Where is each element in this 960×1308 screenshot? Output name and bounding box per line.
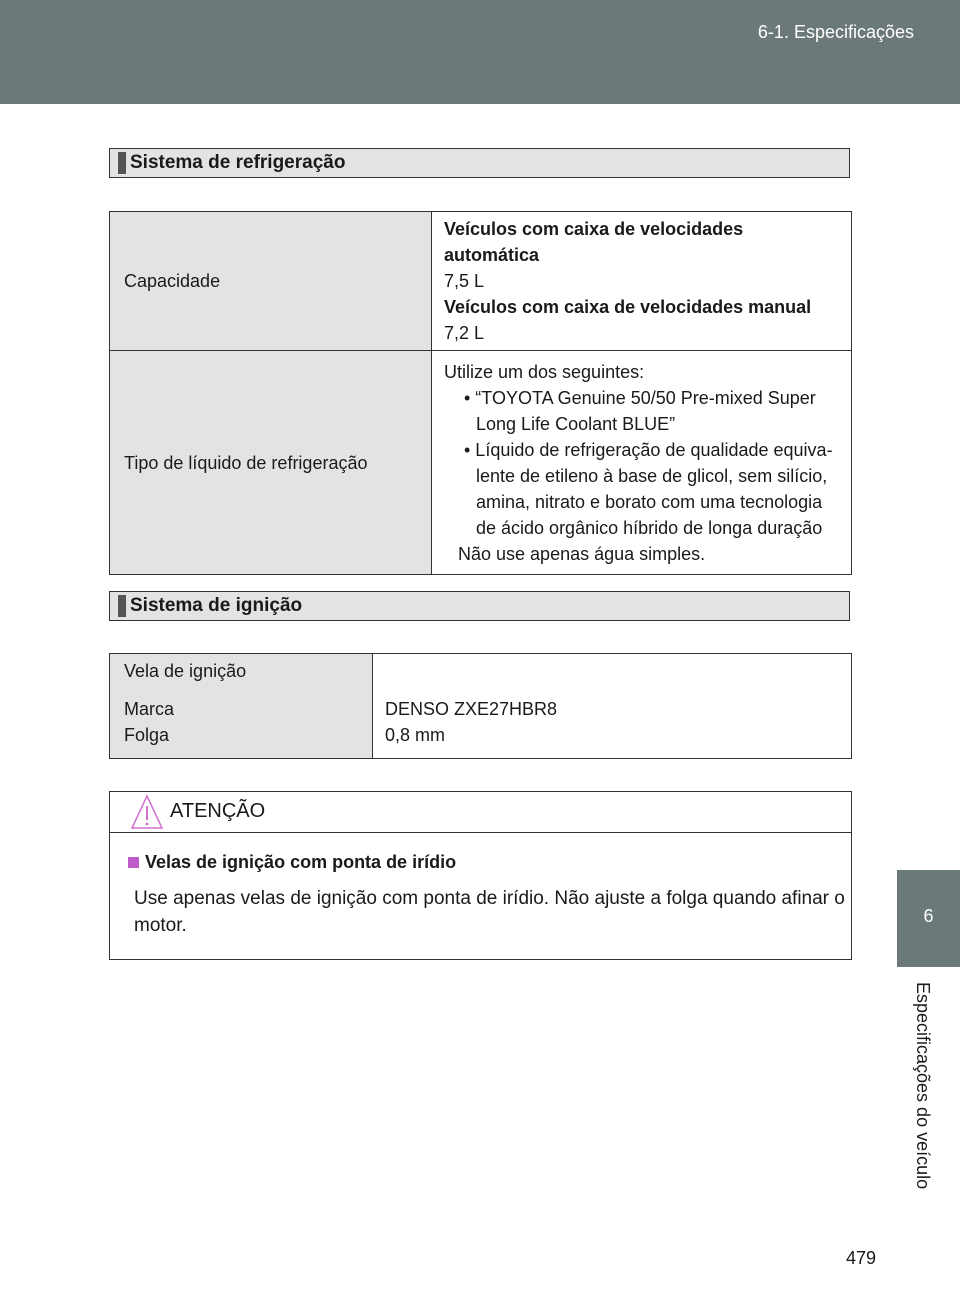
cooling-table <box>109 211 852 575</box>
capacity-values <box>432 212 852 351</box>
warning-title: ATENÇÃO <box>170 800 266 822</box>
coolant-option-1: • “TOYOTA Genuine 50/50 Pre-mixed Super Long Life Coolant BLUE” <box>464 387 816 434</box>
table-row <box>110 654 852 759</box>
warning-box <box>109 791 852 960</box>
chapter-number: 6 <box>923 906 934 926</box>
chapter-tab <box>897 870 960 967</box>
warning-icon <box>130 794 164 830</box>
gap-label: Folga <box>124 725 170 745</box>
ignition-labels <box>110 654 373 759</box>
auto-label: Veículos com caixa de velocidades automática <box>444 219 744 265</box>
cooling-title: Sistema de refrigeração <box>130 152 346 173</box>
table-row <box>110 351 852 575</box>
ignition-table <box>109 653 852 759</box>
coolant-note: Não use apenas água simples. <box>458 543 706 564</box>
coolant-label: Tipo de líquido de refrigeração <box>110 351 432 575</box>
manual-value: 7,2 L <box>444 323 485 343</box>
coolant-values <box>432 351 852 575</box>
section-title: 6-1. Especificações <box>757 22 914 42</box>
cooling-section-heading <box>109 148 850 178</box>
auto-value: 7,5 L <box>444 271 485 291</box>
gap-value: 0,8 mm <box>385 725 446 745</box>
warning-body: Use apenas velas de ignição com ponta de irídio. Não ajuste a folga quando afinar o motor. <box>134 888 845 936</box>
plug-label: Vela de ignição <box>124 661 247 681</box>
brand-value: DENSO ZXE27HBR8 <box>385 699 558 719</box>
ignition-section-heading <box>109 591 850 621</box>
warning-heading: Velas de ignição com ponta de irídio <box>128 852 456 873</box>
coolant-intro: Utilize um dos seguintes: <box>444 361 645 382</box>
chapter-label: Especificações do veículo <box>913 982 933 1190</box>
table-row <box>110 212 852 351</box>
brand-label: Marca <box>124 699 175 719</box>
capacity-label: Capacidade <box>110 212 432 351</box>
page-header <box>0 0 960 104</box>
ignition-values <box>373 654 852 759</box>
coolant-option-2: • Líquido de refrigeração de qualidade equiva-lente de etileno à base de glicol, sem silício, amina, nitrato e borato com uma tecnologia de ácido orgânico híbrido de longa duração <box>464 439 833 538</box>
ignition-title: Sistema de ignição <box>130 595 303 616</box>
page-number: 479 <box>846 1248 877 1268</box>
square-bullet-icon <box>128 857 139 868</box>
manual-label: Veículos com caixa de velocidades manual <box>444 297 812 317</box>
